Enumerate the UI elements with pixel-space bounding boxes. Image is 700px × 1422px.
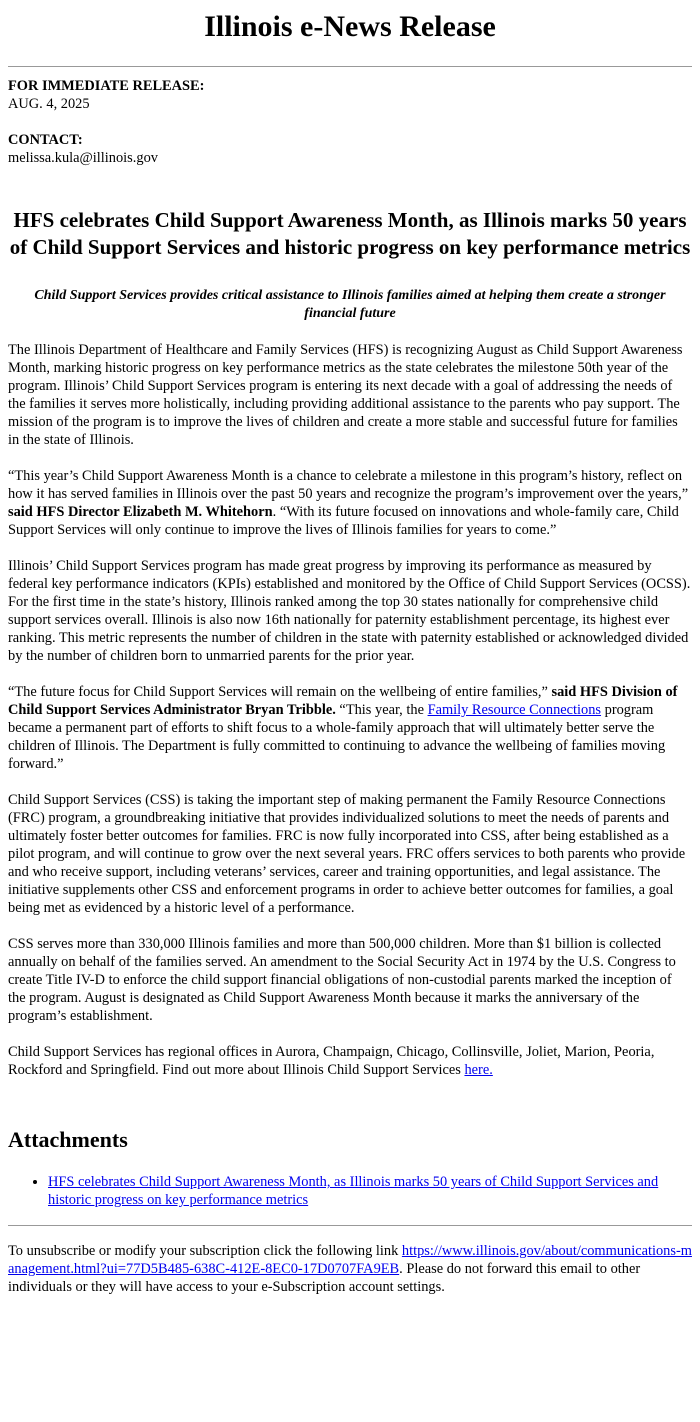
quote-attribution-administrator: said HFS Division of Child Support Services Administrator Bryan Tribble. xyxy=(8,684,678,718)
paragraph-2: “This year’s Child Support Awareness Month is a chance to celebrate a milestone in this program’s history, reflect on how it has served families in Illinois over the past 50 years and recognize the program’s improvement over the years,” said HFS Director Elizabeth M. Whitehorn. “With its future focused on innovations and whole-family care, Child Support Services will only continue to improve the lives of Illinois families for years to come.” xyxy=(8,468,689,538)
attachments-list xyxy=(8,1173,692,1209)
paragraph-5: Child Support Services (CSS) is taking the important step of making permanent the Family Resource Connections (FRC) program, a groundbreaking initiative that provides individualized solutions to meet the needs of parents and ultimately foster better outcomes for families. FRC is now fully incorporated into CSS, after being established as a pilot program, and will continue to grow over the next several years. FRC offers services to both parents who provide and who receive support, including veterans’ services, career and training opportunities, and legal assistance. The initiative supplements other CSS and enforcement programs in order to achieve better outcomes for families, a goal being met as evidenced by a historic level of a performance. xyxy=(8,792,686,916)
quote-attribution-director: said HFS Director Elizabeth M. Whitehorn xyxy=(8,504,273,520)
attachment-link[interactable]: HFS celebrates Child Support Awareness Month, as Illinois marks 50 years of Child Support Services and historic progress on key performance metrics xyxy=(48,1174,659,1208)
paragraph-7: Child Support Services has regional offices in Aurora, Champaign, Chicago, Collinsville, Joliet, Marion, Peoria, Rockford and Springfield. Find out more about Illinois Child Support Services here. xyxy=(8,1044,655,1078)
unsubscribe-text: To unsubscribe or modify your subscription click the following link https://www.illinois.gov/about/communications-management.html?ui=77D5B485-638C-412E-8EC0-17D0707FA9EB. Please do not forward this email to other individuals or they will have access to your e-Subscription account settings. xyxy=(8,1243,692,1295)
paragraph-6: CSS serves more than 330,000 Illinois families and more than 500,000 children. More than $1 billion is collected annually on behalf of the families served. An amendment to the Social Security Act in 1974 by the U.S. Congress to create Title IV-D to enforce the child support financial obligations of non-custodial parents marked the inception of the program. August is designated as Child Support Awareness Month because it marks the anniversary of the program’s establishment. xyxy=(8,936,676,1024)
top-divider xyxy=(8,66,692,67)
contact-email: melissa.kula@illinois.gov xyxy=(8,150,158,166)
paragraph-3: Illinois’ Child Support Services program has made great progress by improving its performance as measured by federal key performance indicators (KPIs) established and monitored by the Office of Child Support Services (OCSS). For the first time in the state’s history, Illinois ranked among the top 30 states nationally for comprehensive child support services overall. Illinois is also now 16th nationally for paternity establishment percentage, its highest ever ranking. This metric represents the number of children in the state with paternity established or acknowledged divided by the number of children born to unmarried parents for the prior year. xyxy=(8,558,691,664)
article-body xyxy=(8,341,692,1079)
family-resource-connections-link[interactable]: Family Resource Connections xyxy=(427,702,602,718)
child-support-services-link[interactable]: here. xyxy=(464,1062,493,1078)
news-release-page xyxy=(0,10,700,1296)
page-title: Illinois e-News Release xyxy=(204,10,496,43)
footer-divider xyxy=(8,1225,692,1226)
paragraph-4: “The future focus for Child Support Services will remain on the wellbeing of entire families,” said HFS Division of Child Support Services Administrator Bryan Tribble. “This year, the Family Resource Connections program became a permanent part of efforts to shift focus to a whole-family approach that will ultimately better serve the children of Illinois. The Department is fully committed to continuing to advance the wellbeing of families moving forward.” xyxy=(8,684,678,772)
footer xyxy=(8,1242,692,1296)
headline: HFS celebrates Child Support Awareness Month, as Illinois marks 50 years of Child Support Services and historic progress on key performance metrics xyxy=(9,208,691,259)
release-label: FOR IMMEDIATE RELEASE: xyxy=(8,78,205,94)
release-meta xyxy=(8,77,692,167)
attachment-item xyxy=(48,1173,692,1209)
release-date: AUG. 4, 2025 xyxy=(8,96,90,112)
subscription-management-link[interactable]: https://www.illinois.gov/about/communications-management.html?ui=77D5B485-638C-412E-8EC0-17D0707FA9EB xyxy=(8,1243,692,1277)
paragraph-1: The Illinois Department of Healthcare and Family Services (HFS) is recognizing August as Child Support Awareness Month, marking historic progress on key performance metrics as the state celebrates the milestone 50th year of the program. Illinois’ Child Support Services program is entering its next decade with a goal of addressing the needs of the families it serves more holistically, including providing additional assistance to the parents who pay support. The mission of the program is to improve the lives of children and create a more stable and successful future for families in the state of Illinois. xyxy=(8,342,683,448)
contact-label: CONTACT: xyxy=(8,132,83,148)
subheadline: Child Support Services provides critical assistance to Illinois families aimed at helping them create a stronger financial future xyxy=(34,288,666,321)
attachments-heading: Attachments xyxy=(8,1127,128,1152)
